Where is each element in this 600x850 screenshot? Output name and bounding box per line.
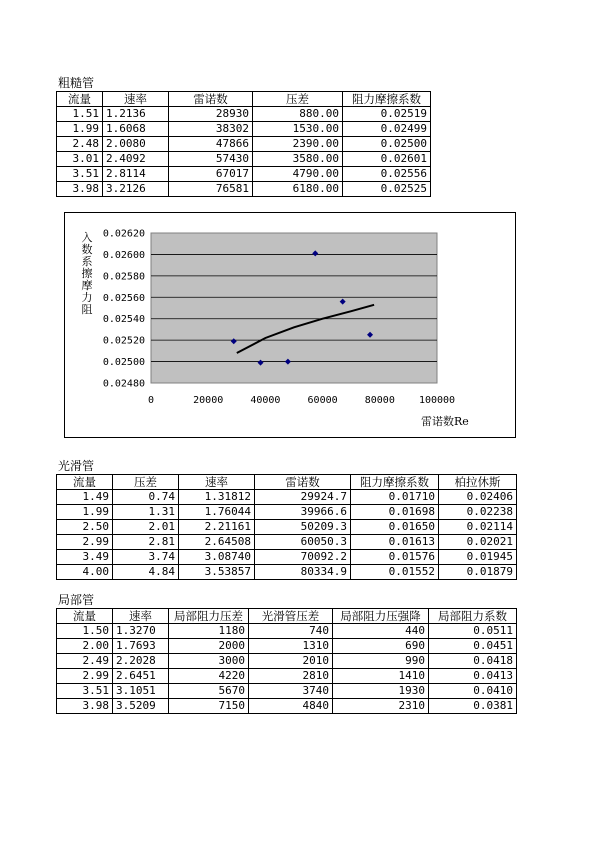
x-axis-title: 雷诺数Re bbox=[421, 415, 469, 428]
y-tick-label: 0.02560 bbox=[102, 292, 145, 304]
y-tick-label: 0.02520 bbox=[102, 335, 145, 347]
table-cell: 2390.00 bbox=[253, 137, 343, 152]
column-header: 压差 bbox=[253, 92, 343, 107]
table-cell: 67017 bbox=[169, 167, 253, 182]
table-cell: 3.53857 bbox=[179, 565, 255, 580]
column-header: 速率 bbox=[113, 609, 169, 624]
table-cell: 4790.00 bbox=[253, 167, 343, 182]
table-cell: 1310 bbox=[249, 639, 333, 654]
table-cell: 3.01 bbox=[57, 152, 103, 167]
table-cell: 3.74 bbox=[113, 550, 179, 565]
table-cell: 3.98 bbox=[57, 182, 103, 197]
header-row bbox=[57, 92, 431, 107]
table-cell: 29924.7 bbox=[255, 490, 351, 505]
column-header: 局部阻力系数 bbox=[429, 609, 517, 624]
y-tick-label: 0.02540 bbox=[102, 314, 145, 326]
table-cell: 28930 bbox=[169, 107, 253, 122]
table-cell: 2.49 bbox=[57, 654, 113, 669]
table-cell: 1.99 bbox=[57, 505, 113, 520]
table-row bbox=[57, 699, 517, 714]
table-cell: 2.21161 bbox=[179, 520, 255, 535]
table-cell: 57430 bbox=[169, 152, 253, 167]
table-cell: 0.02500 bbox=[343, 137, 431, 152]
y-axis-title: 入数系擦摩力阻 bbox=[81, 231, 93, 316]
rough-pipe-title: 粗糙管 bbox=[58, 76, 95, 90]
column-header: 流量 bbox=[57, 92, 103, 107]
smooth-pipe-table bbox=[56, 474, 517, 580]
table-cell: 2.01 bbox=[113, 520, 179, 535]
table-cell: 5670 bbox=[169, 684, 249, 699]
table-cell: 0.0413 bbox=[429, 669, 517, 684]
y-tick-label: 0.02480 bbox=[102, 378, 145, 390]
header-row bbox=[57, 475, 517, 490]
table-cell: 2.00 bbox=[57, 639, 113, 654]
table-cell: 4220 bbox=[169, 669, 249, 684]
table-row bbox=[57, 535, 517, 550]
table-cell: 0.0418 bbox=[429, 654, 517, 669]
table-cell: 47866 bbox=[169, 137, 253, 152]
table-cell: 39966.6 bbox=[255, 505, 351, 520]
table-cell: 0.01650 bbox=[351, 520, 439, 535]
x-tick-label: 20000 bbox=[193, 395, 224, 406]
column-header: 局部阻力压强降 bbox=[333, 609, 429, 624]
y-tick-label: 0.02600 bbox=[102, 249, 145, 261]
table-cell: 2.4092 bbox=[103, 152, 169, 167]
table-cell: 2810 bbox=[249, 669, 333, 684]
table-row bbox=[57, 107, 431, 122]
x-tick-label: 40000 bbox=[250, 395, 281, 406]
table-cell: 0.0451 bbox=[429, 639, 517, 654]
friction-vs-reynolds-chart bbox=[64, 212, 516, 438]
table-row bbox=[57, 520, 517, 535]
table-cell: 2.50 bbox=[57, 520, 113, 535]
table-cell: 690 bbox=[333, 639, 429, 654]
table-row bbox=[57, 505, 517, 520]
table-cell: 2010 bbox=[249, 654, 333, 669]
table-row bbox=[57, 137, 431, 152]
table-cell: 2.64508 bbox=[179, 535, 255, 550]
table-row bbox=[57, 684, 517, 699]
table-cell: 1530.00 bbox=[253, 122, 343, 137]
table-cell: 60050.3 bbox=[255, 535, 351, 550]
table-cell: 0.02238 bbox=[439, 505, 517, 520]
plot-area bbox=[151, 233, 437, 383]
table-cell: 7150 bbox=[169, 699, 249, 714]
column-header: 阻力摩擦系数 bbox=[351, 475, 439, 490]
local-pipe-title: 局部管 bbox=[58, 593, 95, 607]
table-cell: 2.99 bbox=[57, 535, 113, 550]
table-cell: 1.51 bbox=[57, 107, 103, 122]
table-cell: 0.74 bbox=[113, 490, 179, 505]
table-cell: 0.0410 bbox=[429, 684, 517, 699]
table-row bbox=[57, 122, 431, 137]
table-cell: 3000 bbox=[169, 654, 249, 669]
table-cell: 1.6068 bbox=[103, 122, 169, 137]
table-cell: 0.01698 bbox=[351, 505, 439, 520]
table-cell: 2.6451 bbox=[113, 669, 169, 684]
x-tick-label: 100000 bbox=[418, 395, 456, 406]
column-header: 流量 bbox=[57, 475, 113, 490]
table-row bbox=[57, 624, 517, 639]
column-header: 局部阻力压差 bbox=[169, 609, 249, 624]
table-cell: 1.31812 bbox=[179, 490, 255, 505]
header-row bbox=[57, 609, 517, 624]
table-cell: 3.98 bbox=[57, 699, 113, 714]
chart-svg bbox=[65, 213, 517, 439]
table-cell: 0.02601 bbox=[343, 152, 431, 167]
table-row bbox=[57, 669, 517, 684]
table-cell: 3580.00 bbox=[253, 152, 343, 167]
table-cell: 2310 bbox=[333, 699, 429, 714]
table-row bbox=[57, 490, 517, 505]
table-cell: 0.01945 bbox=[439, 550, 517, 565]
table-cell: 0.02114 bbox=[439, 520, 517, 535]
table-cell: 4.84 bbox=[113, 565, 179, 580]
table-cell: 0.02556 bbox=[343, 167, 431, 182]
table-row bbox=[57, 182, 431, 197]
table-row bbox=[57, 550, 517, 565]
table-cell: 2.8114 bbox=[103, 167, 169, 182]
y-tick-label: 0.02620 bbox=[102, 228, 145, 240]
table-cell: 740 bbox=[249, 624, 333, 639]
table-cell: 2.48 bbox=[57, 137, 103, 152]
column-header: 流量 bbox=[57, 609, 113, 624]
x-tick-label: 0 bbox=[147, 395, 155, 406]
table-cell: 2000 bbox=[169, 639, 249, 654]
table-row bbox=[57, 167, 431, 182]
table-cell: 3.49 bbox=[57, 550, 113, 565]
table-cell: 3.1051 bbox=[113, 684, 169, 699]
table-cell: 80334.9 bbox=[255, 565, 351, 580]
column-header: 压差 bbox=[113, 475, 179, 490]
table-cell: 70092.2 bbox=[255, 550, 351, 565]
table-cell: 38302 bbox=[169, 122, 253, 137]
table-cell: 1.49 bbox=[57, 490, 113, 505]
smooth-pipe-title: 光滑管 bbox=[58, 459, 95, 473]
table-cell: 3740 bbox=[249, 684, 333, 699]
table-cell: 880.00 bbox=[253, 107, 343, 122]
table-cell: 3.51 bbox=[57, 167, 103, 182]
table-cell: 1.99 bbox=[57, 122, 103, 137]
table-cell: 2.81 bbox=[113, 535, 179, 550]
y-tick-label: 0.02580 bbox=[102, 271, 145, 283]
table-cell: 1410 bbox=[333, 669, 429, 684]
table-cell: 990 bbox=[333, 654, 429, 669]
table-cell: 0.02525 bbox=[343, 182, 431, 197]
table-row bbox=[57, 654, 517, 669]
table-cell: 3.08740 bbox=[179, 550, 255, 565]
table-cell: 0.01576 bbox=[351, 550, 439, 565]
y-tick-label: 0.02500 bbox=[102, 357, 145, 369]
column-header: 速率 bbox=[103, 92, 169, 107]
x-tick-label: 80000 bbox=[364, 395, 395, 406]
table-cell: 1.76044 bbox=[179, 505, 255, 520]
table-row bbox=[57, 565, 517, 580]
table-cell: 0.02021 bbox=[439, 535, 517, 550]
table-cell: 1.3270 bbox=[113, 624, 169, 639]
table-cell: 1.50 bbox=[57, 624, 113, 639]
table-cell: 0.01552 bbox=[351, 565, 439, 580]
rough-pipe-table bbox=[56, 91, 431, 197]
table-cell: 4.00 bbox=[57, 565, 113, 580]
table-row bbox=[57, 152, 431, 167]
table-cell: 1.31 bbox=[113, 505, 179, 520]
table-cell: 3.2126 bbox=[103, 182, 169, 197]
table-cell: 0.02519 bbox=[343, 107, 431, 122]
table-cell: 0.01710 bbox=[351, 490, 439, 505]
table-cell: 3.5209 bbox=[113, 699, 169, 714]
table-cell: 1.7693 bbox=[113, 639, 169, 654]
local-resistance-table bbox=[56, 608, 517, 714]
column-header: 光滑管压差 bbox=[249, 609, 333, 624]
table-cell: 2.0080 bbox=[103, 137, 169, 152]
table-row bbox=[57, 639, 517, 654]
table-cell: 2.99 bbox=[57, 669, 113, 684]
x-tick-label: 60000 bbox=[307, 395, 338, 406]
column-header: 雷诺数 bbox=[169, 92, 253, 107]
table-cell: 0.02406 bbox=[439, 490, 517, 505]
table-cell: 4840 bbox=[249, 699, 333, 714]
table-cell: 6180.00 bbox=[253, 182, 343, 197]
table-cell: 2.2028 bbox=[113, 654, 169, 669]
table-cell: 0.0511 bbox=[429, 624, 517, 639]
table-cell: 0.01879 bbox=[439, 565, 517, 580]
table-cell: 0.02499 bbox=[343, 122, 431, 137]
column-header: 阻力摩擦系数 bbox=[343, 92, 431, 107]
table-cell: 76581 bbox=[169, 182, 253, 197]
column-header: 柏拉休斯 bbox=[439, 475, 517, 490]
column-header: 雷诺数 bbox=[255, 475, 351, 490]
table-cell: 0.0381 bbox=[429, 699, 517, 714]
table-cell: 1930 bbox=[333, 684, 429, 699]
table-cell: 0.01613 bbox=[351, 535, 439, 550]
table-cell: 440 bbox=[333, 624, 429, 639]
table-cell: 3.51 bbox=[57, 684, 113, 699]
table-cell: 50209.3 bbox=[255, 520, 351, 535]
table-cell: 1180 bbox=[169, 624, 249, 639]
column-header: 速率 bbox=[179, 475, 255, 490]
table-cell: 1.2136 bbox=[103, 107, 169, 122]
